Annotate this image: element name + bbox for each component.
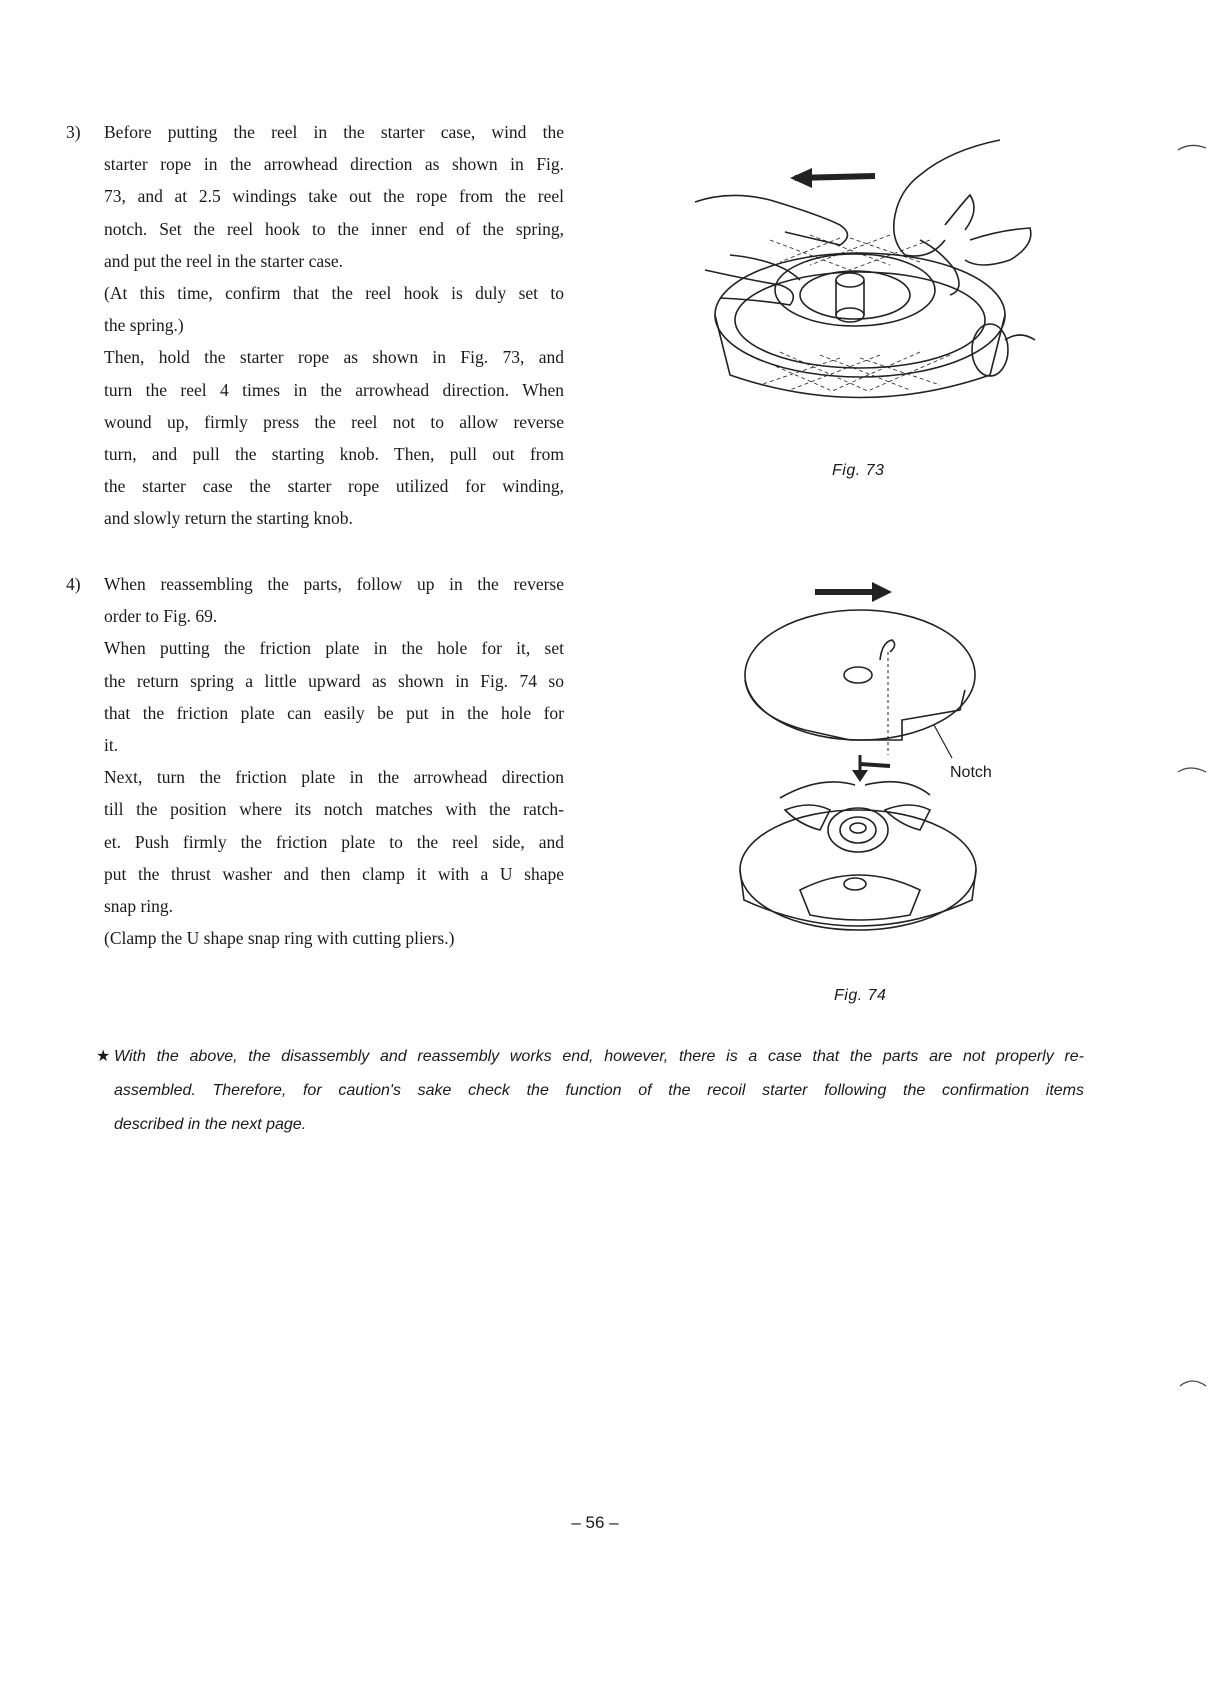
step-4-text [104,568,564,954]
step-number: 4) [66,574,81,594]
page-number: – 56 – [571,1513,619,1532]
text-line: Then, hold the starter rope as shown in Fig. 73, and [104,347,564,368]
text-line: 73, and at 2.5 windings take out the rope from the reel [104,186,564,207]
note-line: assembled. Therefore, for caution's sake check the function of the recoil starter following the confirmation items [114,1082,1084,1099]
text-line: snap ring. [104,895,174,916]
fig-73-illustration [690,130,1040,420]
text-line: till the position where its notch matches with the ratch- [104,799,564,820]
text-line: order to Fig. 69. [104,606,218,627]
text-line: turn the reel 4 times in the arrowhead direction. When [104,379,564,400]
text-line: turn, and pull the starting knob. Then, pull out from [104,443,564,464]
text-line: et. Push firmly the friction plate to the reel side, and [104,831,564,852]
text-line: it. [104,734,119,755]
text-line: When putting the friction plate in the hole for it, set [104,638,564,659]
notch-label: Notch [950,764,992,781]
caution-note-text [114,1040,1084,1142]
note-line: With the above, the disassembly and reassembly works end, however, there is a case that the parts are not properly re- [114,1048,1084,1065]
text-line: put the thrust washer and then clamp it with a U shape [104,863,564,884]
text-line: and slowly return the starting knob. [104,508,353,529]
text-line: the spring.) [104,315,184,336]
fig-73-caption: Fig. 73 [832,462,885,479]
text-line: When reassembling the parts, follow up in the reverse [104,574,564,594]
text-line: and put the reel in the starter case. [104,250,344,271]
text-line: Next, turn the friction plate in the arrowhead direction [104,767,564,788]
text-line: Before putting the reel in the starter case, wind the [104,122,564,142]
text-line: notch. Set the reel hook to the inner end of the spring, [104,218,564,239]
star-icon: ★ [96,1048,111,1065]
step-number: 3) [66,122,81,142]
fig-74-caption: Fig. 74 [834,987,887,1004]
text-line: that the friction plate can easily be put in the hole for [104,702,564,723]
text-line: the return spring a little upward as shown in Fig. 74 so [104,670,564,691]
scan-edge-marks [1176,140,1216,1700]
text-line: (Clamp the U shape snap ring with cutting pliers.) [104,928,455,949]
note-line: described in the next page. [114,1116,307,1133]
text-line: starter rope in the arrowhead direction as shown in Fig. [104,154,564,175]
text-line: wound up, firmly press the reel not to allow reverse [104,411,564,432]
text-line: (At this time, confirm that the reel hook is duly set to [104,282,564,303]
step-3-text [104,116,564,534]
text-line: the starter case the starter rope utilized for winding, [104,476,564,497]
